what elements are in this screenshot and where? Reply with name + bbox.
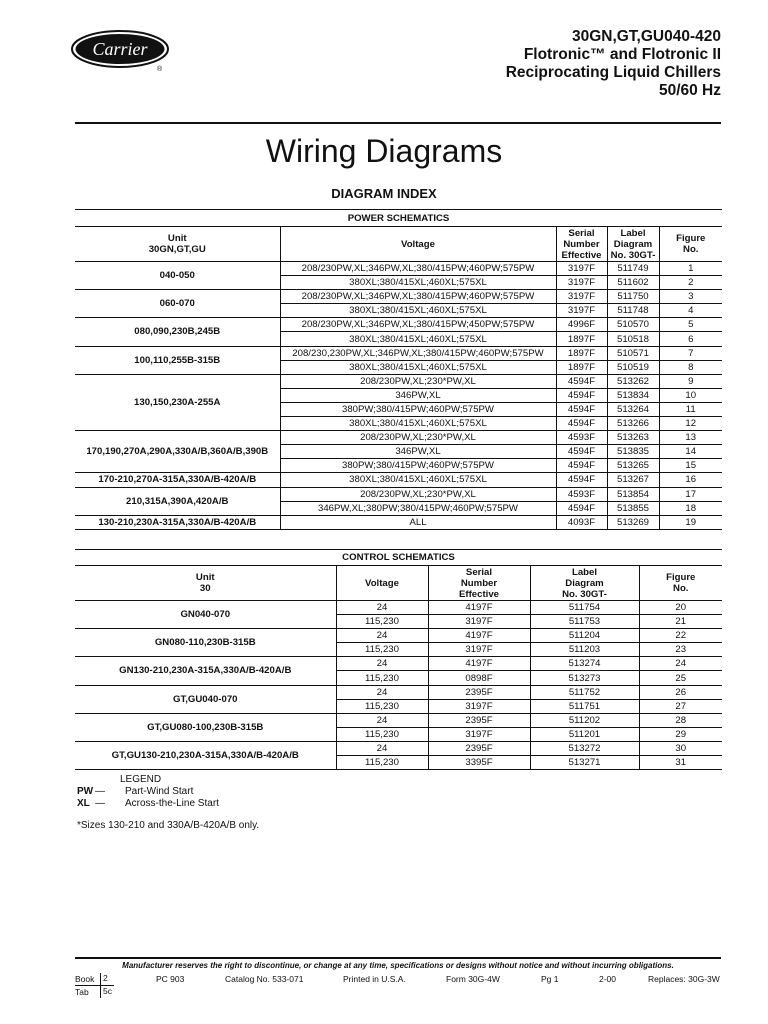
label-cell: 511752 xyxy=(530,685,639,699)
unit-cell: 040-050 xyxy=(75,262,280,290)
label-cell: 513835 xyxy=(607,445,659,459)
control-section-title: CONTROL SCHEMATICS xyxy=(75,550,722,566)
figure-cell: 12 xyxy=(659,417,722,431)
table-row xyxy=(75,374,722,388)
table-row xyxy=(75,741,722,755)
voltage-cell: 208/230PW,XL;346PW,XL;380/415PW;460PW;575PW xyxy=(280,290,556,304)
serial-cell: 0898F xyxy=(428,671,530,685)
unit-cell: GT,GU130-210,230A-315A,330A/B-420A/B xyxy=(75,741,336,769)
voltage-cell: 380XL;380/415XL;460XL;575XL xyxy=(280,276,556,290)
voltage-cell: 208/230PW,XL;230*PW,XL xyxy=(280,487,556,501)
label-cell: 510571 xyxy=(607,346,659,360)
table-row xyxy=(75,487,722,501)
label-cell: 513264 xyxy=(607,402,659,416)
table-row xyxy=(75,657,722,671)
table-row xyxy=(75,473,722,487)
label-cell: 511203 xyxy=(530,643,639,657)
power-col-figure: Figure No. xyxy=(659,227,722,262)
serial-cell: 4594F xyxy=(556,402,607,416)
serial-cell: 4197F xyxy=(428,601,530,615)
footnote: *Sizes 130-210 and 330A/B-420A/B only. xyxy=(77,820,260,831)
serial-cell: 3197F xyxy=(428,643,530,657)
voltage-cell: ALL xyxy=(280,515,556,529)
voltage-cell: 380XL;380/415XL;460XL;575XL xyxy=(280,473,556,487)
label-cell: 513271 xyxy=(530,756,639,770)
figure-cell: 14 xyxy=(659,445,722,459)
replaces: Replaces: 30G-3W xyxy=(648,974,720,984)
footer-divider xyxy=(75,957,721,959)
figure-cell: 3 xyxy=(659,290,722,304)
table-row xyxy=(75,318,722,332)
power-col-serial: Serial Number Effective xyxy=(556,227,607,262)
printed-in: Printed in U.S.A. xyxy=(343,974,406,984)
voltage-cell: 346PW,XL xyxy=(280,445,556,459)
label-cell: 511204 xyxy=(530,629,639,643)
table-row xyxy=(75,431,722,445)
legend-item: XL — Across-the-Line Start xyxy=(77,798,219,809)
legend-title: LEGEND xyxy=(120,774,162,785)
voltage-cell: 380XL;380/415XL;460XL;575XL xyxy=(280,417,556,431)
page-title: Wiring Diagrams xyxy=(265,133,503,169)
label-cell: 511749 xyxy=(607,262,659,276)
serial-cell: 3197F xyxy=(428,699,530,713)
serial-cell: 2395F xyxy=(428,685,530,699)
figure-cell: 10 xyxy=(659,388,722,402)
voltage-cell: 115,230 xyxy=(336,671,428,685)
unit-cell: GN080-110,230B-315B xyxy=(75,629,336,657)
page-number: Pg 1 xyxy=(541,974,559,984)
unit-cell: GT,GU040-070 xyxy=(75,685,336,713)
serial-cell: 4593F xyxy=(556,431,607,445)
voltage-cell: 115,230 xyxy=(336,756,428,770)
serial-cell: 4594F xyxy=(556,374,607,388)
serial-cell: 3197F xyxy=(556,304,607,318)
label-cell: 511602 xyxy=(607,276,659,290)
figure-cell: 25 xyxy=(639,671,722,685)
serial-cell: 3395F xyxy=(428,756,530,770)
power-schematics-table xyxy=(75,209,722,530)
figure-cell: 28 xyxy=(639,713,722,727)
control-col-unit: Unit 30 xyxy=(75,566,336,601)
figure-cell: 23 xyxy=(639,643,722,657)
serial-cell: 4197F xyxy=(428,629,530,643)
label-cell: 513263 xyxy=(607,431,659,445)
product-line: Flotronic™ and Flotronic II xyxy=(523,46,721,63)
figure-cell: 8 xyxy=(659,360,722,374)
figure-cell: 22 xyxy=(639,629,722,643)
table-row xyxy=(75,601,722,615)
label-cell: 513272 xyxy=(530,741,639,755)
figure-cell: 7 xyxy=(659,346,722,360)
figure-cell: 27 xyxy=(639,699,722,713)
label-cell: 510519 xyxy=(607,360,659,374)
unit-cell: GT,GU080-100,230B-315B xyxy=(75,713,336,741)
voltage-cell: 115,230 xyxy=(336,615,428,629)
voltage-cell: 208/230PW,XL;230*PW,XL xyxy=(280,374,556,388)
figure-cell: 11 xyxy=(659,402,722,416)
voltage-cell: 24 xyxy=(336,629,428,643)
unit-cell: 210,315A,390A,420A/B xyxy=(75,487,280,515)
unit-cell: 100,110,255B-315B xyxy=(75,346,280,374)
label-cell: 513854 xyxy=(607,487,659,501)
serial-cell: 4594F xyxy=(556,459,607,473)
carrier-logo xyxy=(70,29,170,69)
figure-cell: 24 xyxy=(639,657,722,671)
figure-cell: 6 xyxy=(659,332,722,346)
control-col-label: Label Diagram No. 30GT- xyxy=(530,566,639,601)
serial-cell: 2395F xyxy=(428,741,530,755)
unit-cell: 060-070 xyxy=(75,290,280,318)
logo-text: Carrier xyxy=(92,39,148,59)
label-cell: 513266 xyxy=(607,417,659,431)
voltage-cell: 24 xyxy=(336,713,428,727)
registered-mark: ® xyxy=(157,66,163,73)
voltage-cell: 24 xyxy=(336,601,428,615)
serial-cell: 3197F xyxy=(428,727,530,741)
legend-item: PW — Part-Wind Start xyxy=(77,786,194,797)
serial-cell: 3197F xyxy=(556,276,607,290)
power-col-unit: Unit 30GN,GT,GU xyxy=(75,227,280,262)
figure-cell: 29 xyxy=(639,727,722,741)
voltage-cell: 346PW,XL;380PW;380/415PW;460PW;575PW xyxy=(280,501,556,515)
figure-cell: 5 xyxy=(659,318,722,332)
figure-cell: 2 xyxy=(659,276,722,290)
figure-cell: 19 xyxy=(659,515,722,529)
label-cell: 513834 xyxy=(607,388,659,402)
power-table-body xyxy=(75,262,722,530)
label-cell: 511201 xyxy=(530,727,639,741)
figure-cell: 13 xyxy=(659,431,722,445)
control-col-figure: Figure No. xyxy=(639,566,722,601)
header-divider xyxy=(75,122,721,124)
legend xyxy=(77,774,219,810)
figure-cell: 30 xyxy=(639,741,722,755)
table-row xyxy=(75,685,722,699)
unit-cell: 130,150,230A-255A xyxy=(75,374,280,430)
figure-cell: 15 xyxy=(659,459,722,473)
voltage-cell: 208/230,230PW,XL;346PW,XL;380/415PW;460PW;575PW xyxy=(280,346,556,360)
label-cell: 513274 xyxy=(530,657,639,671)
serial-cell: 1897F xyxy=(556,346,607,360)
model-range: 30GN,GT,GU040-420 xyxy=(571,28,721,45)
book-tab-box: Book 2 Tab 5c xyxy=(75,973,114,997)
serial-cell: 4594F xyxy=(556,445,607,459)
unit-cell: 170-210,270A-315A,330A/B-420A/B xyxy=(75,473,280,487)
voltage-cell: 208/230PW,XL;346PW,XL;380/415PW;460PW;575PW xyxy=(280,262,556,276)
voltage-cell: 115,230 xyxy=(336,727,428,741)
label-cell: 510518 xyxy=(607,332,659,346)
table-row xyxy=(75,515,722,529)
pc-number: PC 903 xyxy=(156,974,185,984)
serial-cell: 4594F xyxy=(556,473,607,487)
voltage-cell: 24 xyxy=(336,741,428,755)
label-cell: 511748 xyxy=(607,304,659,318)
table-row xyxy=(75,346,722,360)
figure-cell: 31 xyxy=(639,756,722,770)
power-section-title: POWER SCHEMATICS xyxy=(75,210,722,227)
voltage-cell: 208/230PW,XL;346PW,XL;380/415PW;450PW;575PW xyxy=(280,318,556,332)
label-cell: 513262 xyxy=(607,374,659,388)
label-cell: 513855 xyxy=(607,501,659,515)
voltage-cell: 380XL;380/415XL;460XL;575XL xyxy=(280,304,556,318)
label-cell: 513273 xyxy=(530,671,639,685)
serial-cell: 3197F xyxy=(556,262,607,276)
voltage-cell: 208/230PW,XL;230*PW,XL xyxy=(280,431,556,445)
unit-cell: 170,190,270A,290A,330A/B,360A/B,390B xyxy=(75,431,280,473)
serial-cell: 4594F xyxy=(556,388,607,402)
label-cell: 511202 xyxy=(530,713,639,727)
figure-cell: 18 xyxy=(659,501,722,515)
serial-cell: 2395F xyxy=(428,713,530,727)
disclaimer: Manufacturer reserves the right to discontinue, or change at any time, specifications or designs without notice and without incurring obligations. xyxy=(122,961,674,970)
serial-cell: 4093F xyxy=(556,515,607,529)
voltage-cell: 115,230 xyxy=(336,643,428,657)
serial-cell: 4593F xyxy=(556,487,607,501)
revision-date: 2-00 xyxy=(599,974,617,984)
serial-cell: 3197F xyxy=(428,615,530,629)
power-col-label: Label Diagram No. 30GT- xyxy=(607,227,659,262)
figure-cell: 26 xyxy=(639,685,722,699)
power-col-voltage: Voltage xyxy=(280,227,556,262)
voltage-cell: 346PW,XL xyxy=(280,388,556,402)
label-cell: 511751 xyxy=(530,699,639,713)
label-cell: 511754 xyxy=(530,601,639,615)
label-cell: 511750 xyxy=(607,290,659,304)
unit-cell: 130-210,230A-315A,330A/B-420A/B xyxy=(75,515,280,529)
figure-cell: 16 xyxy=(659,473,722,487)
control-schematics-table xyxy=(75,549,722,770)
voltage-cell: 24 xyxy=(336,685,428,699)
diagram-index-title: DIAGRAM INDEX xyxy=(331,186,437,201)
serial-cell: 1897F xyxy=(556,360,607,374)
unit-cell: 080,090,230B,245B xyxy=(75,318,280,346)
unit-cell: GN130-210,230A-315A,330A/B-420A/B xyxy=(75,657,336,685)
figure-cell: 21 xyxy=(639,615,722,629)
serial-cell: 4197F xyxy=(428,657,530,671)
label-cell: 511753 xyxy=(530,615,639,629)
table-row xyxy=(75,262,722,276)
voltage-cell: 380PW;380/415PW;460PW;575PW xyxy=(280,402,556,416)
form-number: Form 30G-4W xyxy=(446,974,500,984)
voltage-cell: 24 xyxy=(336,657,428,671)
label-cell: 510570 xyxy=(607,318,659,332)
table-row xyxy=(75,290,722,304)
control-table-body xyxy=(75,601,722,770)
voltage-cell: 380XL;380/415XL;460XL;575XL xyxy=(280,332,556,346)
serial-cell: 1897F xyxy=(556,332,607,346)
serial-cell: 3197F xyxy=(556,290,607,304)
figure-cell: 20 xyxy=(639,601,722,615)
table-row xyxy=(75,629,722,643)
label-cell: 513269 xyxy=(607,515,659,529)
unit-cell: GN040-070 xyxy=(75,601,336,629)
voltage-cell: 380XL;380/415XL;460XL;575XL xyxy=(280,360,556,374)
figure-cell: 9 xyxy=(659,374,722,388)
serial-cell: 4594F xyxy=(556,417,607,431)
label-cell: 513267 xyxy=(607,473,659,487)
figure-cell: 4 xyxy=(659,304,722,318)
figure-cell: 1 xyxy=(659,262,722,276)
control-col-voltage: Voltage xyxy=(336,566,428,601)
product-type: Reciprocating Liquid Chillers xyxy=(505,64,721,81)
frequency: 50/60 Hz xyxy=(658,82,721,99)
figure-cell: 17 xyxy=(659,487,722,501)
label-cell: 513265 xyxy=(607,459,659,473)
catalog-number: Catalog No. 533-071 xyxy=(225,974,304,984)
voltage-cell: 380PW;380/415PW;460PW;575PW xyxy=(280,459,556,473)
product-header xyxy=(506,28,721,100)
serial-cell: 4594F xyxy=(556,501,607,515)
voltage-cell: 115,230 xyxy=(336,699,428,713)
table-row xyxy=(75,713,722,727)
control-col-serial: Serial Number Effective xyxy=(428,566,530,601)
serial-cell: 4996F xyxy=(556,318,607,332)
